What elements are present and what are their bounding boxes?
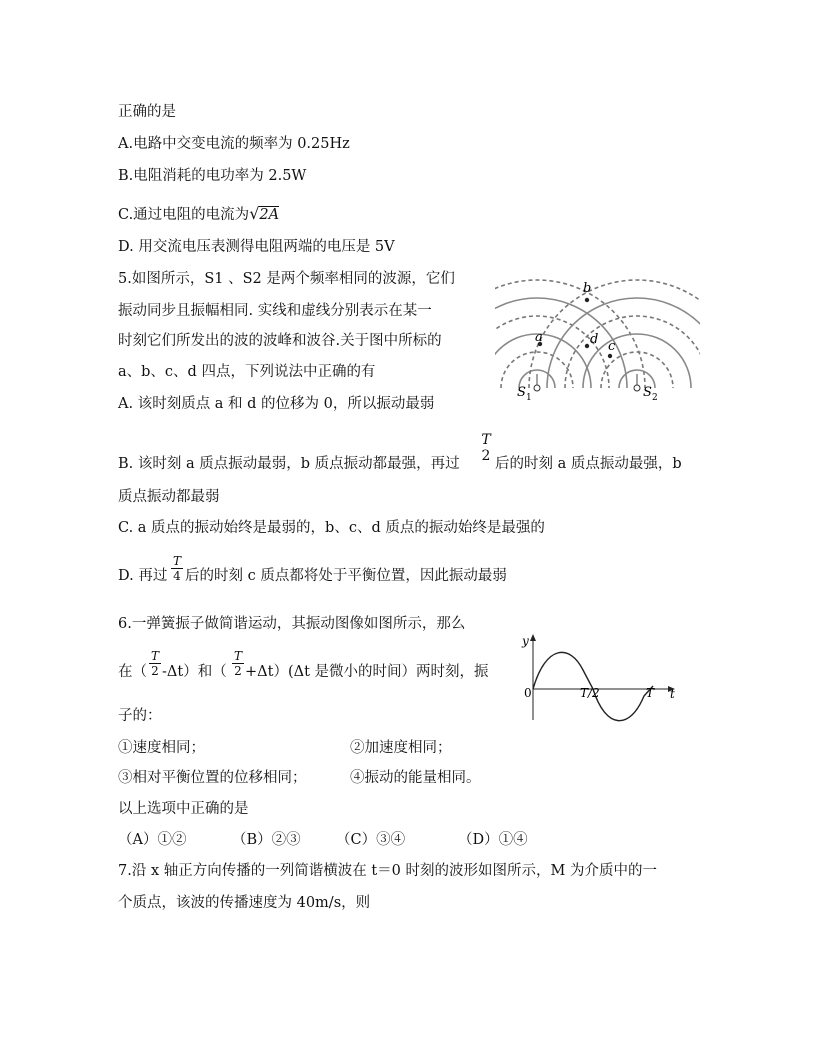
q5-option-a: A. 该时刻质点 a 和 d 的位移为 0，所以振动最弱 <box>118 396 435 412</box>
y-axis-arrow-icon <box>530 634 536 641</box>
q6-statement-1: ①速度相同； <box>118 740 205 756</box>
q6-choice-d: （D）①④ <box>458 832 528 848</box>
q5-stem-line3: 时刻它们所发出的波的波峰和波谷.关于图中所标的 <box>118 333 442 349</box>
q6-choice-b: （B）②③ <box>232 832 301 848</box>
q6-stem-line2-b: -Δt）和（ <box>162 664 227 680</box>
q6-statement-2: ②加速度相同； <box>350 740 452 756</box>
fraction-numerator: T <box>481 432 491 448</box>
q7-stem-line1: 7.沿 x 轴正方向传播的一列简谐横波在 t＝0 时刻的波形如图所示，M 为介质中的一 <box>118 863 657 879</box>
fraction-numerator: T <box>172 554 181 568</box>
oscillation-graph <box>512 630 687 725</box>
label-t: t <box>670 687 675 701</box>
label-y: y <box>522 634 529 648</box>
label-s1-sub: 1 <box>526 393 532 403</box>
fraction-denominator: 4 <box>173 569 181 583</box>
label-s2: S <box>643 385 652 400</box>
fraction-t-over-2 <box>479 432 493 464</box>
label-s2-sub: 2 <box>652 393 658 403</box>
label-period: T <box>646 686 655 700</box>
q5-option-d-pre: D. 再过 <box>118 568 168 584</box>
s2-source-dot <box>634 385 640 391</box>
q4-option-b: B.电阻消耗的电功率为 2.5W <box>118 168 307 184</box>
q5-option-b-pre: B. 该时刻 a 质点振动最弱，b 质点振动都最强，再过 <box>118 456 460 472</box>
fraction-t-over-2-second <box>232 649 244 678</box>
fraction-t-over-4 <box>171 554 183 583</box>
s1-trough-3 <box>495 280 645 388</box>
q6-choice-c: （C）③④ <box>336 832 406 848</box>
q6-stem-line2-a: 在（ <box>118 664 147 680</box>
q4-stem-tail: 正确的是 <box>118 104 176 120</box>
q5-option-b-line2: 质点振动都最弱 <box>118 489 220 505</box>
fraction-t-over-2-first <box>149 649 161 678</box>
label-c: c <box>608 339 616 354</box>
fraction-denominator: 2 <box>481 448 491 464</box>
q4-option-a: A.电路中交变电流的频率为 0.25Hz <box>118 136 350 152</box>
q5-stem-line1: 5.如图所示，S1 、S2 是两个频率相同的波源，它们 <box>118 271 455 287</box>
point-c-dot <box>608 354 612 358</box>
fraction-numerator: T <box>150 649 159 663</box>
q5-option-b-post: 后的时刻 a 质点振动最强，b <box>495 456 682 472</box>
q6-choice-a: （A）①② <box>118 832 187 848</box>
q4-option-c-value: 2A <box>259 207 280 223</box>
s1-crest-1 <box>495 334 591 388</box>
sqrt-sign-icon: √ <box>249 204 260 223</box>
q5-stem-line2: 振动同步且振幅相同. 实线和虚线分别表示在某一 <box>118 303 432 319</box>
q6-statement-4: ④振动的能量相同。 <box>350 770 481 786</box>
fraction-denominator: 2 <box>151 664 159 678</box>
point-d-dot <box>585 344 589 348</box>
q6-ask: 以上选项中正确的是 <box>118 801 249 817</box>
s2-trough-3 <box>529 280 700 388</box>
point-b-dot <box>585 298 589 302</box>
q7-stem-line2: 个质点，该波的传播速度为 40m/s，则 <box>118 895 371 911</box>
q6-stem-line2-c: +Δt）(Δt 是微小的时间）两时刻，振 <box>245 664 489 680</box>
q4-option-d: D. 用交流电压表测得电阻两端的电压是 5V <box>118 239 395 255</box>
s1-source-dot <box>534 385 540 391</box>
q4-option-c <box>118 204 279 225</box>
label-d: d <box>590 332 599 347</box>
q6-stem-line1: 6.一弹簧振子做简谐运动，其振动图像如图所示，那么 <box>118 616 466 632</box>
q5-option-c: C. a 质点的振动始终是最弱的，b、c、d 质点的振动始终是最强的 <box>118 520 545 536</box>
label-half-period: T/2 <box>580 686 600 700</box>
label-s1: S <box>517 385 526 400</box>
q6-stem-line3: 子的： <box>118 708 162 724</box>
label-b: b <box>583 281 592 296</box>
fraction-numerator: T <box>233 649 242 663</box>
label-a: a <box>535 330 543 345</box>
q4-option-c-text: C.通过电阻的电流为 <box>118 207 250 223</box>
q5-option-d-post: 后的时刻 c 质点都将处于平衡位置，因此振动最弱 <box>185 568 507 584</box>
q5-stem-line4: a、b、c、d 四点，下列说法中正确的有 <box>118 364 376 380</box>
fraction-denominator: 2 <box>234 664 242 678</box>
interference-figure <box>495 270 700 405</box>
q6-statement-3: ③相对平衡位置的位移相同； <box>118 770 307 786</box>
label-origin: 0 <box>524 686 532 700</box>
